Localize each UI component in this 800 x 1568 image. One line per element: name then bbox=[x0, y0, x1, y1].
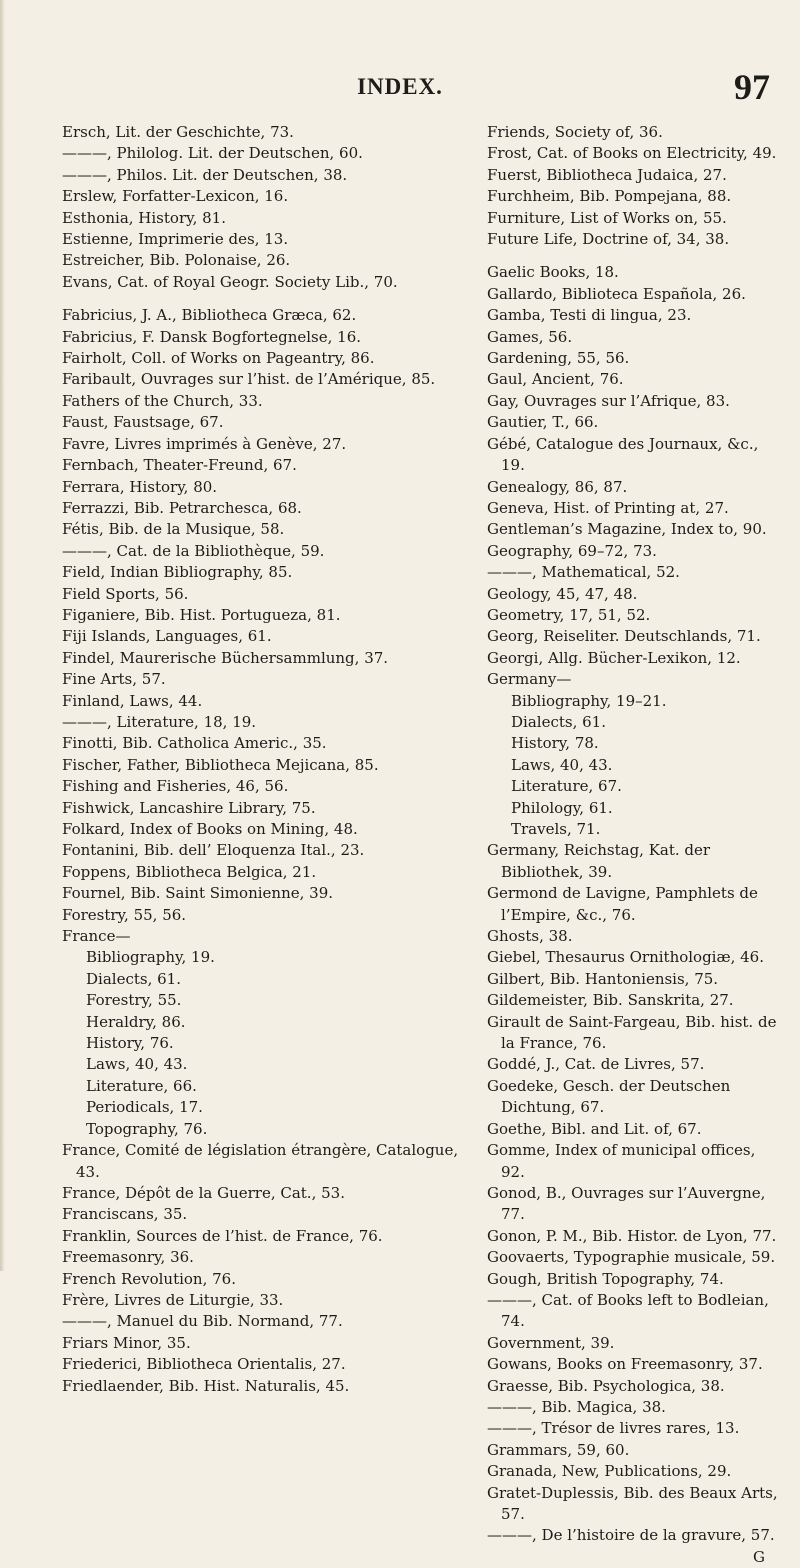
index-entry: France, Dépôt de la Guerre, Cat., 53. bbox=[62, 1183, 345, 1202]
page-header bbox=[0, 67, 800, 110]
index-entry: France, Comité de législation étrangère, Catalogue, 43. bbox=[62, 1141, 459, 1181]
index-entry: Faribault, Ouvrages sur l’hist. de l’Amérique, 85. bbox=[62, 370, 436, 389]
signature-mark: G bbox=[753, 1547, 765, 1566]
index-column-right bbox=[487, 122, 783, 1568]
index-entry: Fabricius, J. A., Bibliotheca Græca, 62. bbox=[62, 306, 357, 325]
index-entry: Gonon, P. M., Bib. Histor. de Lyon, 77. bbox=[487, 1226, 777, 1245]
index-entry: Frère, Livres de Liturgie, 33. bbox=[62, 1290, 284, 1309]
index-entry: Friedlaender, Bib. Hist. Naturalis, 45. bbox=[62, 1376, 350, 1395]
index-subentry: Dialects, 61. bbox=[511, 712, 606, 731]
index-entry: Germond de Lavigne, Pamphlets de l’Empire, &c., 76. bbox=[487, 884, 758, 924]
index-entry: Fiji Islands, Languages, 61. bbox=[62, 627, 272, 646]
index-entry: Furniture, List of Works on, 55. bbox=[487, 208, 727, 227]
index-entry: Gaul, Ancient, 76. bbox=[487, 370, 624, 389]
index-entry: Ferrazzi, Bib. Petrarchesca, 68. bbox=[62, 498, 302, 517]
index-entry: Folkard, Index of Books on Mining, 48. bbox=[62, 820, 358, 838]
index-entry: Ersch, Lit. der Geschichte, 73. bbox=[62, 123, 294, 141]
index-subentry: History, 78. bbox=[511, 734, 599, 753]
index-entry: Figaniere, Bib. Hist. Portugueza, 81. bbox=[62, 605, 341, 624]
index-entry: Favre, Livres imprimés à Genève, 27. bbox=[62, 434, 347, 453]
index-entry: ———, Mathematical, 52. bbox=[487, 563, 680, 582]
index-entry: Fernbach, Theater-Freund, 67. bbox=[62, 456, 297, 475]
index-entry: Granada, New, Publications, 29. bbox=[487, 1462, 732, 1481]
index-entry: Genealogy, 86, 87. bbox=[487, 477, 628, 496]
index-entry: Gaelic Books, 18. bbox=[487, 263, 619, 282]
index-entry: ———, Trésor de livres rares, 13. bbox=[487, 1419, 740, 1438]
index-subentry: History, 76. bbox=[86, 1034, 174, 1053]
index-entry: Gautier, T., 66. bbox=[487, 413, 599, 432]
index-entry: ———, Cat. of Books left to Bodleian, 74. bbox=[487, 1290, 769, 1331]
index-entry: Georgi, Allg. Bücher-Lexikon, 12. bbox=[487, 648, 741, 667]
index-entry: Government, 39. bbox=[487, 1333, 615, 1352]
index-entry: Geometry, 17, 51, 52. bbox=[487, 605, 651, 624]
index-subentry: Laws, 40, 43. bbox=[511, 755, 613, 774]
index-entry: Goddé, J., Cat. de Livres, 57. bbox=[487, 1055, 705, 1074]
index-entry: Giebel, Thesaurus Ornithologiæ, 46. bbox=[487, 948, 764, 967]
index-entry: Fine Arts, 57. bbox=[62, 670, 166, 689]
index-entry: Germany, Reichstag, Kat. der Bibliothek, 39. bbox=[487, 841, 711, 881]
index-entry: Evans, Cat. of Royal Geogr. Society Lib., 70. bbox=[62, 272, 398, 291]
index-entry: Finland, Laws, 44. bbox=[62, 691, 203, 710]
index-subentry: Topography, 76. bbox=[86, 1119, 208, 1138]
index-entry: Gomme, Index of municipal offices, 92. bbox=[487, 1141, 756, 1181]
index-entry: Gildemeister, Bib. Sanskrita, 27. bbox=[487, 991, 734, 1010]
index-entry: Future Life, Doctrine of, 34, 38. bbox=[487, 230, 730, 249]
index-entry: Gébé, Catalogue des Journaux, &c., 19. bbox=[487, 434, 759, 475]
index-entry: Gallardo, Biblioteca Española, 26. bbox=[487, 284, 746, 303]
index-subentry: Heraldry, 86. bbox=[86, 1012, 186, 1031]
index-entry: Finotti, Bib. Catholica Americ., 35. bbox=[62, 734, 327, 753]
index-entry: ———, Philos. Lit. der Deutschen, 38. bbox=[62, 165, 348, 184]
index-subentry: Bibliography, 19–21. bbox=[511, 691, 667, 710]
index-entry: Gamba, Testi di lingua, 23. bbox=[487, 306, 692, 325]
index-entry: Fischer, Father, Bibliotheca Mejicana, 85. bbox=[62, 755, 379, 774]
index-entry: Gowans, Books on Freemasonry, 37. bbox=[487, 1355, 763, 1374]
index-entry: Gentleman’s Magazine, Index to, 90. bbox=[487, 520, 767, 539]
index-subentry: Travels, 71. bbox=[511, 820, 601, 838]
index-entry: Estreicher, Bib. Polonaise, 26. bbox=[62, 251, 291, 270]
index-entry: Friars Minor, 35. bbox=[62, 1333, 191, 1352]
index-entry: Gonod, B., Ouvrages sur l’Auvergne, 77. bbox=[487, 1183, 766, 1224]
index-subentry: Dialects, 61. bbox=[86, 969, 181, 988]
index-entry: Ferrara, History, 80. bbox=[62, 477, 218, 496]
index-entry: Gratet-Duplessis, Bib. des Beaux Arts, 57. bbox=[487, 1483, 778, 1523]
index-entry: Estienne, Imprimerie des, 13. bbox=[62, 230, 289, 249]
index-entry: Forestry, 55, 56. bbox=[62, 905, 187, 924]
index-entry: ———, Philolog. Lit. der Deutschen, 60. bbox=[62, 144, 363, 163]
index-entry: Fuerst, Bibliotheca Judaica, 27. bbox=[487, 165, 727, 184]
index-entry: Fairholt, Coll. of Works on Pageantry, 86. bbox=[62, 349, 375, 368]
index-subentry: Literature, 66. bbox=[86, 1076, 197, 1095]
index-entry: ———, Manuel du Bib. Normand, 77. bbox=[62, 1312, 343, 1331]
index-entry: Findel, Maurerische Büchersammlung, 37. bbox=[62, 648, 389, 667]
index-entry: Fathers of the Church, 33. bbox=[62, 391, 263, 410]
index-entry: Freemasonry, 36. bbox=[62, 1248, 194, 1267]
index-entry: Germany— bbox=[487, 670, 572, 689]
index-entry: Goovaerts, Typographie musicale, 59. bbox=[487, 1248, 776, 1267]
index-entry: Games, 56. bbox=[487, 327, 573, 346]
index-entry: Gardening, 55, 56. bbox=[487, 349, 630, 368]
index-subentry: Forestry, 55. bbox=[86, 991, 182, 1010]
index-entry: Grammars, 59, 60. bbox=[487, 1440, 630, 1459]
index-entry: Geology, 45, 47, 48. bbox=[487, 584, 638, 603]
index-entry: Girault de Saint-Fargeau, Bib. hist. de la France, 76. bbox=[487, 1012, 777, 1053]
index-entry: Geneva, Hist. of Printing at, 27. bbox=[487, 498, 729, 517]
page-number: 97 bbox=[734, 67, 770, 107]
index-entry: Goedeke, Gesch. der Deutschen Dichtung, 67. bbox=[487, 1076, 731, 1117]
index-entry: Goethe, Bibl. and Lit. of, 67. bbox=[487, 1119, 702, 1138]
index-entry: France— bbox=[62, 927, 131, 946]
index-entry: Ghosts, 38. bbox=[487, 927, 573, 946]
index-entry: Graesse, Bib. Psychologica, 38. bbox=[487, 1376, 725, 1395]
index-entry: Georg, Reiseliter. Deutschlands, 71. bbox=[487, 627, 761, 646]
index-entry: Fishing and Fisheries, 46, 56. bbox=[62, 777, 289, 796]
index-entry: Fétis, Bib. de la Musique, 58. bbox=[62, 520, 285, 539]
index-entry: Franklin, Sources de l’hist. de France, 76. bbox=[62, 1226, 383, 1245]
index-entry: Field, Indian Bibliography, 85. bbox=[62, 563, 293, 582]
index-entry: Gay, Ouvrages sur l’Afrique, 83. bbox=[487, 391, 730, 410]
binding-shadow bbox=[0, 0, 5, 1271]
index-entry: Furchheim, Bib. Pompejana, 88. bbox=[487, 187, 732, 206]
index-entry: ———, Bib. Magica, 38. bbox=[487, 1397, 666, 1416]
index-entry: Franciscans, 35. bbox=[62, 1205, 188, 1224]
index-entry: Foppens, Bibliotheca Belgica, 21. bbox=[62, 862, 317, 881]
index-entry: Faust, Faustsage, 67. bbox=[62, 413, 224, 432]
index-entry: Frost, Cat. of Books on Electricity, 49. bbox=[487, 144, 777, 163]
index-entry: Fontanini, Bib. dell’ Eloquenza Ital., 23. bbox=[62, 841, 365, 860]
index-entry: Fournel, Bib. Saint Simonienne, 39. bbox=[62, 884, 334, 903]
index-entry: Fishwick, Lancashire Library, 75. bbox=[62, 798, 316, 817]
index-entry: Gilbert, Bib. Hantoniensis, 75. bbox=[487, 969, 719, 988]
index-subentry: Literature, 67. bbox=[511, 777, 622, 796]
index-subentry: Philology, 61. bbox=[511, 798, 613, 817]
index-entry: Esthonia, History, 81. bbox=[62, 208, 226, 227]
index-entry: Friederici, Bibliotheca Orientalis, 27. bbox=[62, 1355, 346, 1374]
index-column-left bbox=[62, 122, 462, 1397]
index-entry: ———, Literature, 18, 19. bbox=[62, 712, 257, 731]
index-subentry: Bibliography, 19. bbox=[86, 948, 215, 967]
index-entry: Geography, 69–72, 73. bbox=[487, 541, 657, 560]
running-head: INDEX. bbox=[357, 74, 443, 99]
index-entry: Friends, Society of, 36. bbox=[487, 123, 663, 141]
index-subentry: Laws, 40, 43. bbox=[86, 1055, 188, 1074]
index-entry: ———, Cat. de la Bibliothèque, 59. bbox=[62, 541, 325, 560]
index-entry: ———, De l’histoire de la gravure, 57. bbox=[487, 1526, 775, 1545]
index-entry: Erslew, Forfatter-Lexicon, 16. bbox=[62, 187, 289, 206]
index-subentry: Periodicals, 17. bbox=[86, 1098, 203, 1117]
index-entry: Field Sports, 56. bbox=[62, 584, 189, 603]
index-entry: French Revolution, 76. bbox=[62, 1269, 236, 1288]
index-entry: Fabricius, F. Dansk Bogfortegnelse, 16. bbox=[62, 327, 362, 346]
index-entry: Gough, British Topography, 74. bbox=[487, 1269, 724, 1288]
